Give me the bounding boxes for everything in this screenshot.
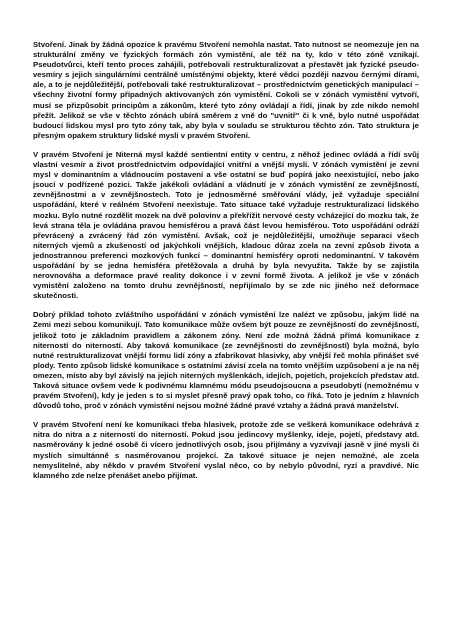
document-body	[33, 40, 419, 490]
paragraph-3: Dobrý příklad tohoto zvláštního uspořádání v zónách vymistění lze nalézt ve způsobu, jakým lidé na Zemi mezi sebou komunikují. Tato komunikace může ovšem být pouze ze zevnějšností do zevnějšností, jelikož toto je základním pravidlem a zákonem zóny. Není zde možná žádná přímá komunikace z niterností do niterností. Aby taková komunikace (ze zevnějšností do zevnějšností) byla možná, bylo nutné restrukturalizovat vnější formu lidí zóny a zfabrikovat hlasivky, aby vnější řeč mohla přinášet své plody. Tento způsob lidské komunikace s ostatními závisí zcela na tomto vnějším uzpůsobení a je na něj omezen, místo aby byl závislý na jejich niterných myšlenkách, idejích, pojetích, projekcích představ atd. Taková situace ovšem vede k podivnému klamnému módu pseudojsoucna a pseudobytí (nemožnému v pravém Stvoření), kdy je jeden s to si myslet přesně pravý opak toho, co říká. Toto je jedním z hlavních důvodů toho, proč v zónách vymistění nejsou možné žádné pravé vztahy a žádná pravá manželství.	[33, 310, 419, 411]
paragraph-4: V pravém Stvoření není ke komunikaci třeba hlasivek, protože zde se veškerá komunikace odehrává z nitra do nitra a z niterností do niterností. Pokud jsou jedincovy myšlenky, ideje, pojetí, představy atd. nasměrovány k jedné osobě či vícero jednotlivých osob, jsou přijímány a vyzvívají jasně v jiné mysli či myslích simultánně s nasměrovanou projekcí. Za takové situace je nejen nemožné, ale zcela nemyslitelné, aby někdo v pravém Stvoření vyslal něco, co by nebylo původní, ryzí a pravdivé. Nic klamného zde nelze přenášet anebo přijímat.	[33, 420, 419, 480]
paragraph-2: V pravém Stvoření je Niterná mysl každé sentientní entity v centru, z něhož jedinec ovládá a řídí svůj vlastní vesmír a život prostřednictvím odpovídající vnitřní a vnější mysli. V zónách vymistění je zevní mysl v dominantním a vládnoucím postavení a vše ostatní se buď popírá jako neexistující, nebo jako jsoucí v podřízené pozici. Takže jakékoli ovládání a vládnutí je v zónách vymistění ze zevnějšností, zevnějšnostmi a v zevnějšnostech. Toto je jednosměrné směřování vlády, jež vyžaduje speciální uspořádání, které v reálném Stvoření neexistuje. Tato situace také vyžaduje restrukturalizaci lidského mozku. Bylo nutné rozdělit mozek na dvě polovinv a překřížit nervové cesty vcházející do mozku tak, že levá strana těla je ovládána pravou hemisférou a pravá část levou hemisférou. Toto uspořádání odráží převrácený a zvrácený řád zón vymistění. Avšak, což je nejdůležitější, umožňuje separaci všech niterných vjemů a zkušeností od jakýchkoli vnějších, kladouc důraz zcela na zevní způsob života a jednostrannou preferenci mozkových funkcí – dominantní hemisféry oproti nedominantní. V takovém uspořádání by se jedna hemisféra přetěžovala a druhá by byla nevyužita. Takže by se zajistila nerovnováha a deformace pravé reality dokonce i v zevní formě života. A jelikož je vše v zónách vymistění založeno na tomto druhu zevnějšností, nepřijímalo by se zde nic jiného než deformace skutečnosti.	[33, 149, 419, 301]
paragraph-1: Stvoření. Jinak by žádná opozice k pravému Stvoření nemohla nastat. Tato nutnost se neomezuje jen na strukturální změny ve fyzických formách zón vymistění, ale též na ty, kdo v této zóně vznikají. Pseudotvůrci, kteří tento proces zahájili, potřebovali restrukturalizovat a přestavět jak fyzické pseudo-vesmíry s jejich singulárními centrálně umístěnými objekty, které vědci později nazvou černými dírami, ale, a to je nejdůležitější, potřebovali také restrukturalizovat – prostřednictvím genetických manipulací – všechny životní formy případných aktivovaných zón vymistění. Cokoli se v zónách vymistění vytvoří, musí se přizpůsobit principům a zákonům, které tyto zóny ovládají a řídí, jinak by zde nikdo nemohl přežít. Jelikož se vše v těchto zónách ubírá směrem z vně do "uvnitř" či k vně, bylo nutné uspořádat budoucí lidskou mysl pro tyto zóny tak, aby byla v souladu se strukturou těchto zón. Tato struktura je přesným opakem struktury lidské mysli v pravém Stvoření.	[33, 40, 419, 140]
